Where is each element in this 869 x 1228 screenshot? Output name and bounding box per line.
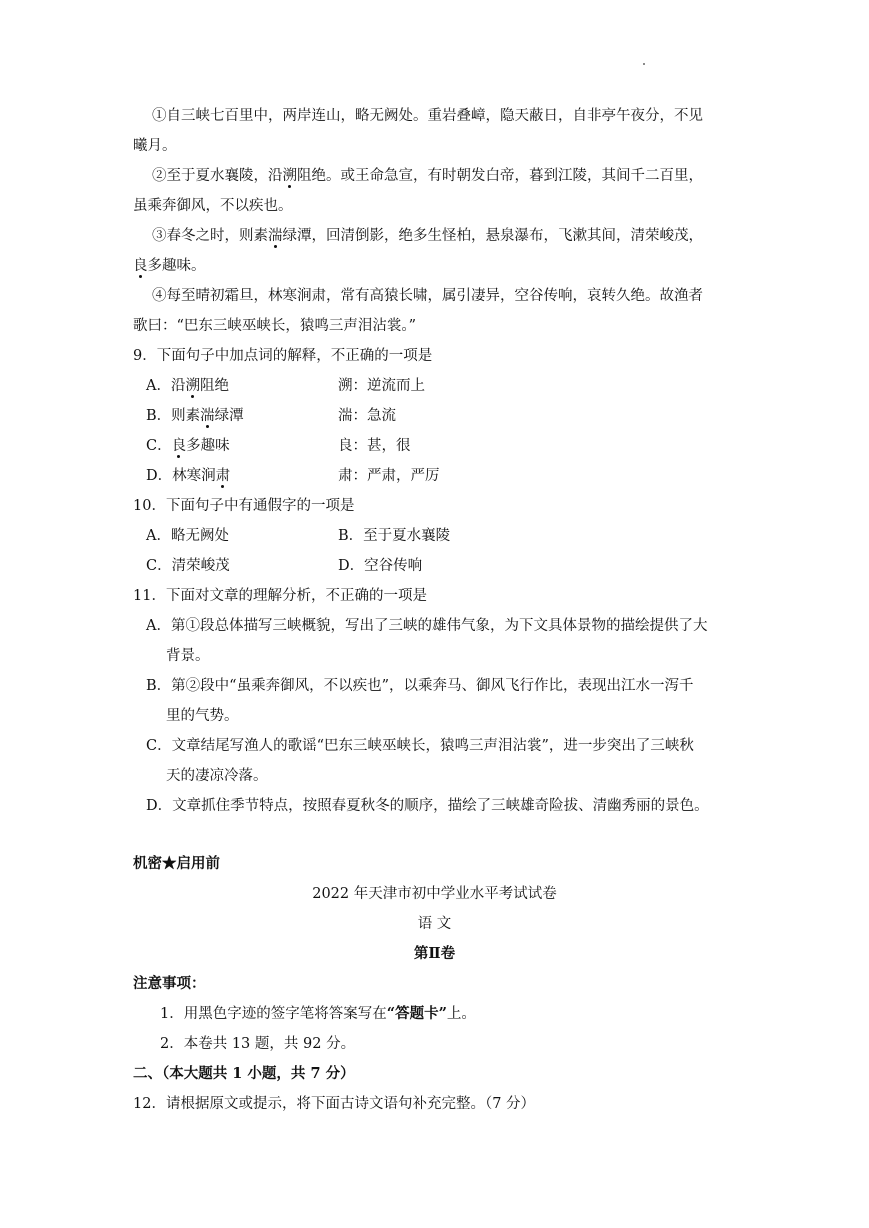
passage-line: ①自三峡七百里中，两岸连山，略无阙处。重岩叠嶂，隐天蔽日，自非亭午夜分，不见 [152,108,703,124]
passage-line [133,254,206,275]
text-run: ②至于夏水襄陵，沿 [152,168,283,184]
text-run: D．林寒涧 [146,468,216,484]
confidential-label: 机密★启用前 [133,855,220,872]
question-10-stem: 10．下面句子中有通假字的一项是 [133,498,355,514]
q11-option-b-cont: 里的气势。 [166,708,239,724]
q10-option-c: C．清荣峻茂 [146,558,230,574]
dotted-char: 湍 [268,228,283,244]
text-run: 上。 [446,1006,476,1022]
q11-option-a-cont: 背景。 [166,648,210,664]
q10-option-b: B．至于夏水襄陵 [338,528,451,544]
volume-title: 第Ⅱ卷 [413,945,456,962]
passage-paragraph-4: ④每至晴初霜旦，林寒涧肃，常有高猿长啸，属引凄异，空谷传响，哀转久绝。故渔者 [152,288,703,304]
dotted-char: 良 [171,438,187,454]
q11-option-c: C．文章结尾写渔人的歌谣“巴东三峡巫峡长，猿鸣三声泪沾裳”，进一步突出了三峡秋 [146,738,694,754]
dotted-char: 湍 [200,408,215,424]
notes-item-2: 2．本卷共 13 题，共 92 分。 [160,1036,356,1052]
q10-option-d: D．空谷传响 [338,558,423,574]
q11-option-d: D．文章抓住季节特点，按照春夏秋冬的顺序，描绘了三峡雄奇险拔、清幽秀丽的景色。 [146,798,709,814]
text-run: 阻绝 [199,378,229,394]
notes-item-1 [160,1002,476,1023]
q9-option-a-explanation: 溯：逆流而上 [338,378,425,394]
text-run: 多趣味。 [147,258,206,274]
page-dot-mark [643,63,645,65]
text-run: 1．用黑色字迹的签字笔将答案写在 [160,1006,387,1022]
q11-option-a: A．第①段总体描写三峡概貌，写出了三峡的雄伟气象，为下文具体景物的描绘提供了大 [146,618,708,634]
q9-option-d [146,464,230,485]
text-run: A．沿 [146,378,186,394]
q9-option-a [146,374,229,395]
passage-paragraph-2 [152,164,703,185]
q11-option-b: B．第②段中“虽乘奔御风，不以疾也”，以乘奔马、御风飞行作比，表现出江水一泻千 [146,678,694,694]
text-run: 多趣味 [186,438,230,454]
text-run: 阻绝。或王命急宣，有时朝发白帝，暮到江陵，其间千二百里， [297,168,703,184]
passage-line: 虽乘奔御风，不以疾也。 [133,198,293,214]
dotted-char: 溯 [185,378,200,394]
notes-heading: 注意事项： [133,975,206,992]
dotted-char: 溯 [282,168,297,184]
dotted-char: 良 [133,258,148,274]
subject-title: 语 文 [417,916,452,932]
q11-option-c-cont: 天的凄凉冷落。 [166,768,268,784]
text-run: ③春冬之时，则素 [152,228,268,244]
q10-option-a: A．略无阙处 [146,528,229,544]
passage-paragraph-3 [152,224,703,245]
answer-card-label: “答题卡” [386,1005,447,1022]
passage-line: 歌曰：“巴东三峡巫峡长，猿鸣三声泪沾裳。” [133,318,417,334]
section-2-heading: 二、（本大题共 1 小题，共 7 分） [133,1065,355,1082]
passage-paragraph-1 [152,104,703,125]
q9-option-b [146,404,244,425]
q9-option-c [146,434,230,455]
text-run: 绿潭 [214,408,244,424]
exam-title: 2022 年天津市初中学业水平考试试卷 [312,886,557,902]
q9-option-b-explanation: 湍：急流 [338,408,396,424]
q9-option-c-explanation: 良：甚，很 [338,438,411,454]
dotted-char: 肃 [215,468,231,484]
question-12-stem: 12．请根据原文或提示，将下面古诗文语句补充完整。（7 分） [133,1096,536,1112]
question-9-stem: 9．下面句子中加点词的解释，不正确的一项是 [133,348,433,364]
text-run: B．则素 [146,408,201,424]
text-run: C． [146,438,172,454]
passage-line: 曦月。 [133,138,177,154]
question-11-stem: 11．下面对文章的理解分析，不正确的一项是 [133,588,427,604]
q9-option-d-explanation: 肃：严肃，严厉 [338,468,440,484]
text-run: 绿潭，回清倒影，绝多生怪柏，悬泉瀑布，飞漱其间，清荣峻茂， [282,228,703,244]
